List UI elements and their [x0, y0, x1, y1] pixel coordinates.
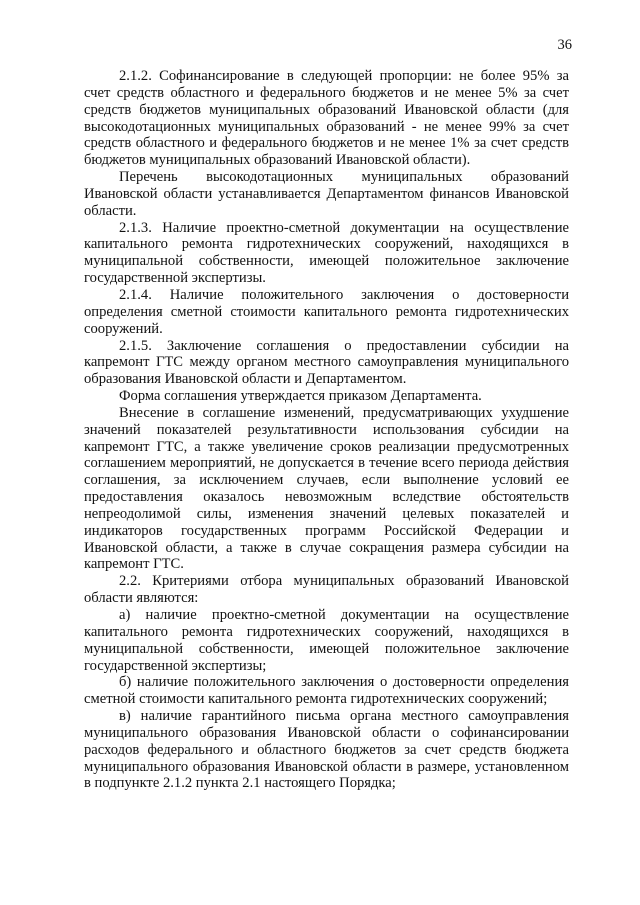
paragraph-2-1-4: 2.1.4. Наличие положительного заключения о достоверности определения сметной стоимости капитального ремонта гидротехнических сооружений.: [84, 286, 569, 337]
document-body: [84, 68, 569, 792]
paragraph-2-1-3: 2.1.3. Наличие проектно-сметной документации на осуществление капитального ремонта гидротехнических сооружений, находящихся в муниципальной собственности, имеющей положительное заключение государственной экспертизы.: [84, 219, 569, 287]
paragraph-agreement-changes: Внесение в соглашение изменений, предусматривающих ухудшение значений показателей результативности использования субсидии на капремонт ГТС, а также увеличение сроков реализации предусмотренных соглашением мероприятий, не допускается в течение всего периода действия соглашения, за исключением случаев, если выполнение условий ее предоставления оказалось невозможным вследствие обстоятельств непреодолимой силы, изменения значений целевых показателей и индикаторов государственных программ Российской Федерации и Ивановской области, а также в случае сокращения размера субсидии на капремонт ГТС.: [84, 404, 569, 573]
paragraph-agreement-form: Форма соглашения утверждается приказом Департамента.: [119, 388, 482, 405]
paragraph-2-1-2: 2.1.2. Софинансирование в следующей пропорции: не более 95% за счет средств областного и федерального бюджетов и не менее 5% за счет средств бюджетов муниципальных образований Ивановской области (для высокодотационных муниципальных образований - не менее 99% за счет средств областного и федерального бюджетов и не менее 1% за счет средств бюджетов муниципальных образований Ивановской области).: [84, 68, 569, 169]
criterion-b: б) наличие положительного заключения о достоверности определения сметной стоимости капитального ремонта гидротехнических сооружений;: [84, 674, 569, 708]
criterion-v: в) наличие гарантийного письма органа местного самоуправления муниципального образования Ивановской области о софинансировании расходов федерального и областного бюджетов за счет средств бюджета муниципального образования Ивановской области в размере, установленном в подпункте 2.1.2 пункта 2.1 настоящего Порядка;: [84, 708, 569, 792]
criterion-a: а) наличие проектно-сметной документации на осуществление капитального ремонта гидротехнических сооружений, находящихся в муниципальной собственности, имеющей положительное заключение государственной экспертизы;: [84, 607, 569, 674]
page-number: 36: [557, 37, 572, 53]
paragraph-high-subsidy-list: Перечень высокодотационных муниципальных образований Ивановской области устанавливается Департаментом финансов Ивановской области.: [84, 169, 569, 219]
paragraph-2-1-5: 2.1.5. Заключение соглашения о предоставлении субсидии на капремонт ГТС между органом местного самоуправления муниципального образования Ивановской области и Департаментом.: [84, 337, 569, 388]
paragraph-2-2: 2.2. Критериями отбора муниципальных образований Ивановской области являются:: [84, 573, 569, 607]
